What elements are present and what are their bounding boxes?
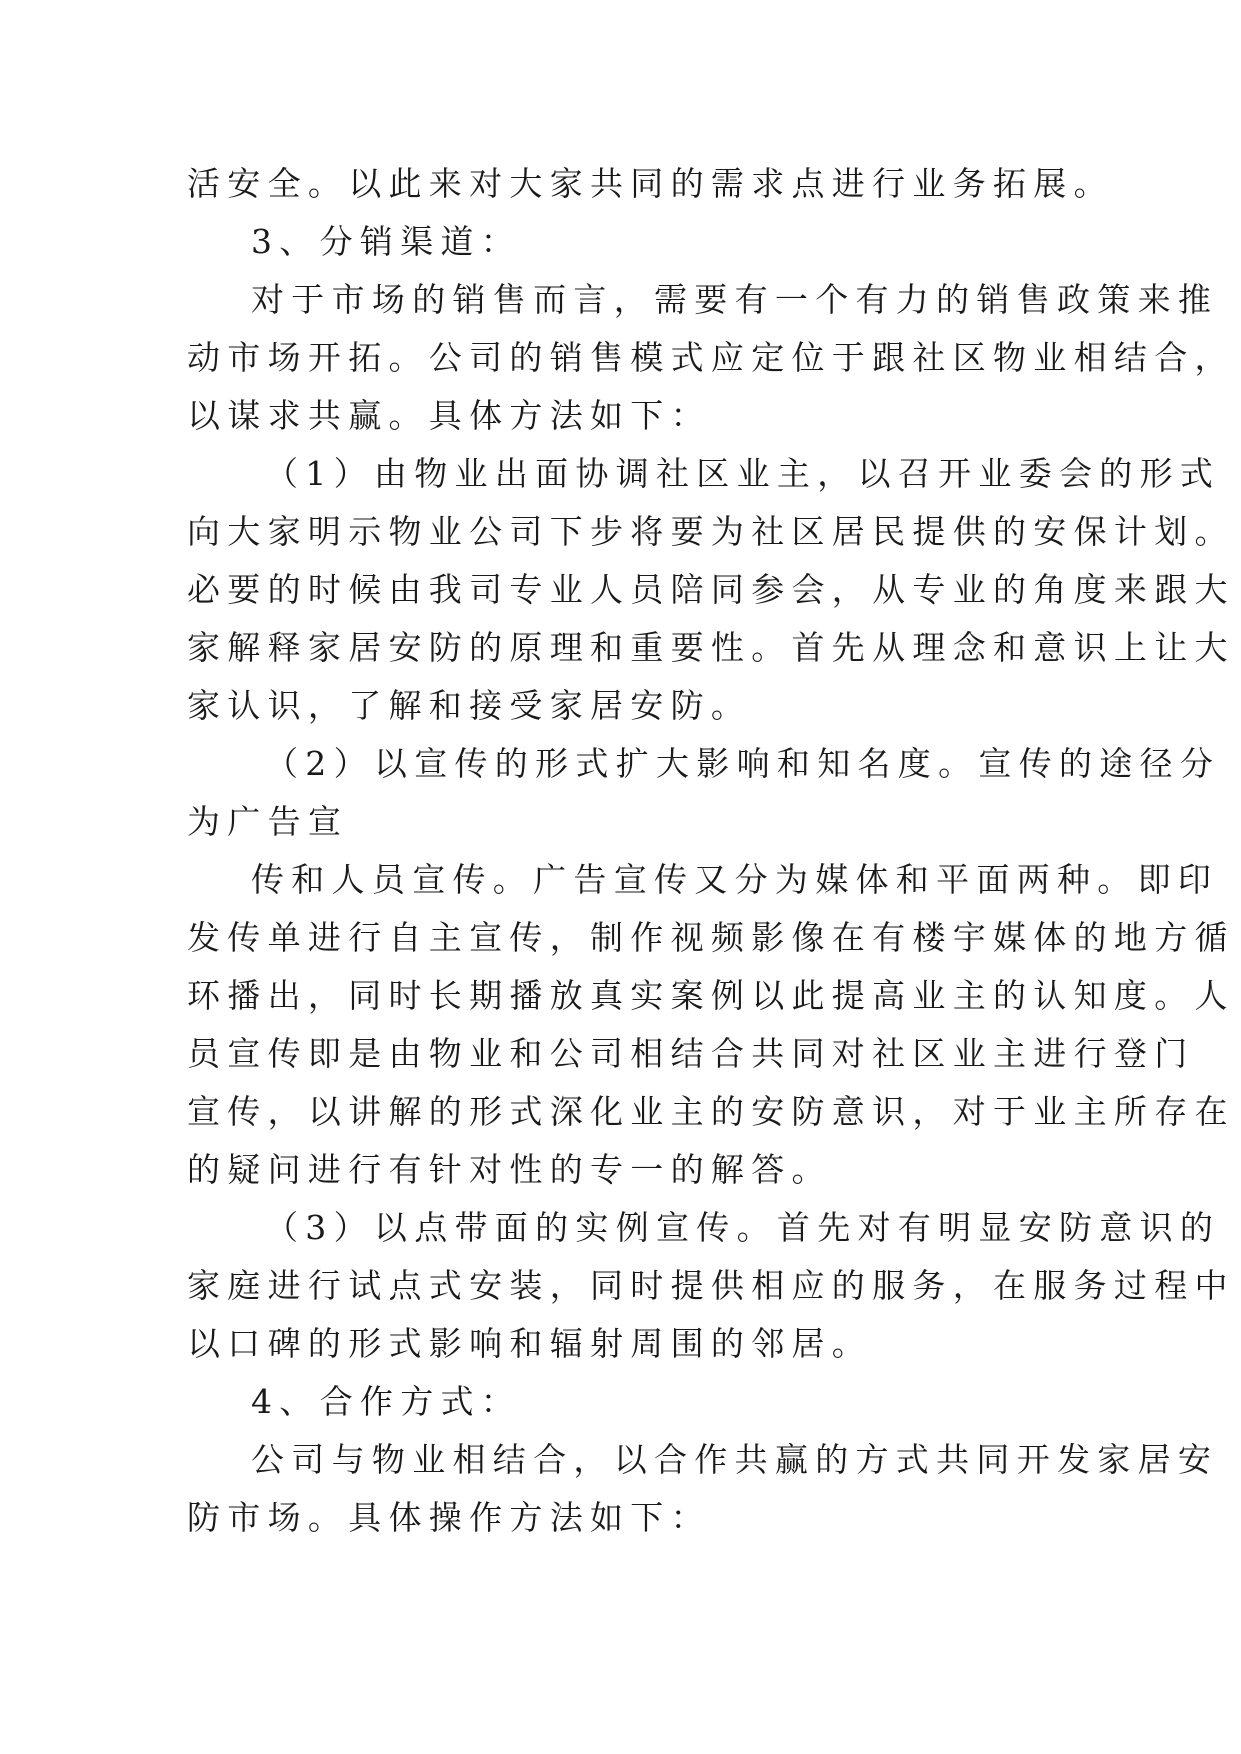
- text-line-4: 动市场开拓。公司的销售模式应定位于跟社区物业相结合，: [187, 338, 1235, 377]
- text-line-9: 家解释家居安防的原理和重要性。首先从理念和意识上让大: [187, 628, 1235, 667]
- text-line-1: 活安全。以此来对大家共同的需求点进行业务拓展。: [187, 164, 1114, 203]
- text-line-14: 发传单进行自主宣传，制作视频影像在有楼宇媒体的地方循: [187, 918, 1235, 957]
- text-line-20: 家庭进行试点式安装，同时提供相应的服务，在服务过程中: [187, 1266, 1235, 1305]
- text-line-10: 家认识，了解和接受家居安防。: [187, 686, 752, 725]
- text-line-18: 的疑问进行有针对性的专一的解答。: [187, 1150, 832, 1189]
- text-line-16: 员宣传即是由物业和公司相结合共同对社区业主进行登门: [187, 1034, 1195, 1073]
- text-line-12: 为广告宣: [187, 802, 349, 841]
- section-heading-distribution: 3、分销渠道：: [251, 222, 522, 261]
- text-line-8: 必要的时候由我司专业人员陪同参会，从专业的角度来跟大: [187, 570, 1235, 609]
- section-heading-cooperation: 4、合作方式：: [251, 1382, 522, 1421]
- text-line-3: 对于市场的销售而言，需要有一个有力的销售政策来推: [251, 280, 1219, 319]
- text-line-24: 防市场。具体操作方法如下：: [187, 1498, 711, 1537]
- text-line-17: 宣传，以讲解的形式深化业主的安防意识，对于业主所存在: [187, 1092, 1235, 1131]
- text-line-23: 公司与物业相结合，以合作共赢的方式共同开发家居安: [251, 1440, 1219, 1479]
- text-line-6: （1）由物业出面协调社区业主，以召开业委会的形式: [265, 454, 1221, 493]
- text-line-19: （3）以点带面的实例宣传。首先对有明显安防意识的: [265, 1208, 1221, 1247]
- text-line-11: （2）以宣传的形式扩大影响和知名度。宣传的途径分: [265, 744, 1221, 783]
- text-line-15: 环播出，同时长期播放真实案例以此提高业主的认知度。人: [187, 976, 1235, 1015]
- text-line-21: 以口碑的形式影响和辐射周围的邻居。: [187, 1324, 873, 1363]
- text-line-13: 传和人员宣传。广告宣传又分为媒体和平面两种。即印: [251, 860, 1219, 899]
- text-line-5: 以谋求共赢。具体方法如下：: [187, 396, 711, 435]
- text-line-7: 向大家明示物业公司下步将要为社区居民提供的安保计划。: [187, 512, 1235, 551]
